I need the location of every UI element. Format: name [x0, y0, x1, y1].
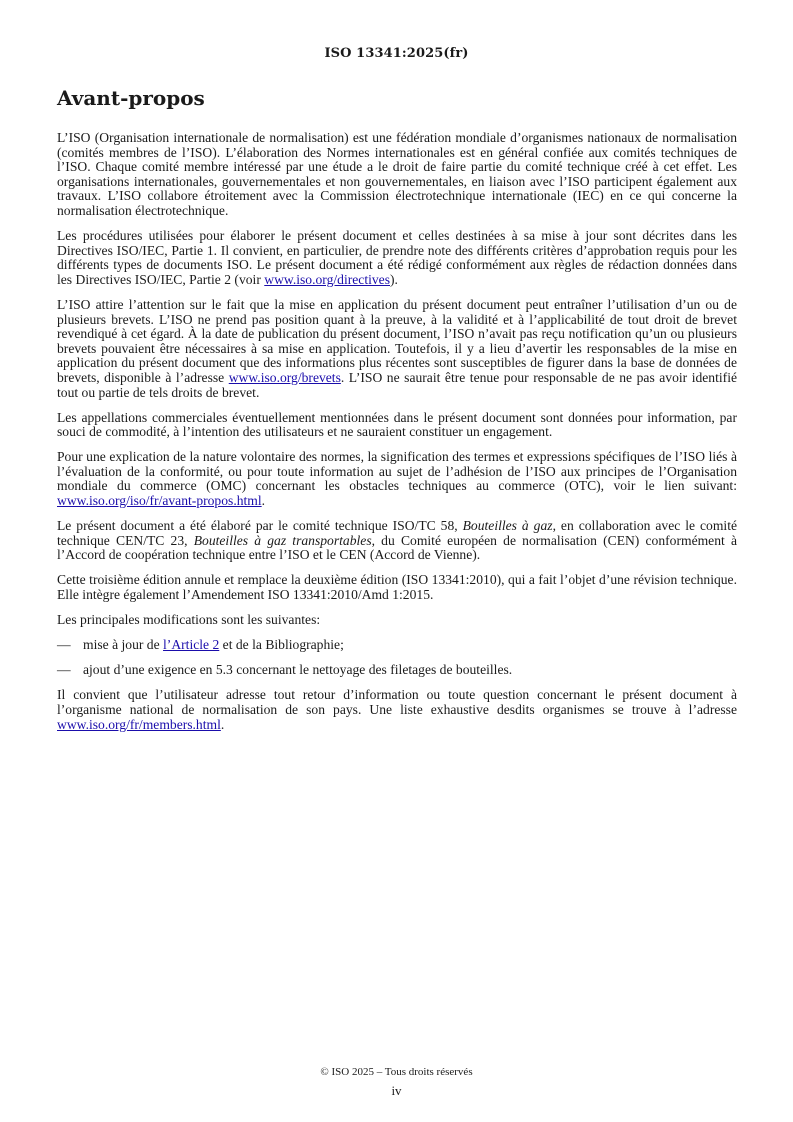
document-header: ISO 13341:2025(fr) — [324, 46, 469, 61]
foreword-link[interactable]: www.iso.org/iso/fr/avant-propos.html — [57, 493, 262, 509]
patents-link[interactable]: www.iso.org/brevets — [228, 369, 341, 385]
paragraph-text: , du Comité européen de normalisation (CEN) conformément à l’Accord de coopération technique entre l’ISO et le CEN (Accord de Vienne). — [57, 532, 737, 563]
list-item-text: ajout d’une exigence en 5.3 concernant le nettoyage des filetages de bouteilles. — [83, 662, 513, 678]
footer-copyright: © ISO 2025 – Tous droits réservés — [320, 1066, 473, 1078]
list-item-text-part: et de la Bibliographie; — [219, 637, 344, 653]
paragraph-committee — [57, 519, 737, 563]
article-2-link[interactable]: l’Article 2 — [163, 637, 220, 653]
directives-link[interactable]: www.iso.org/directives — [264, 271, 390, 287]
paragraph-edition: Cette troisième édition annule et remplace la deuxième édition (ISO 13341:2010), qui a fait l’objet d’une révision technique. Elle intègre également l’Amendement ISO 13341:2010/Amd 1:2015. — [57, 572, 737, 603]
paragraph-trade-names: Les appellations commerciales éventuellement mentionnées dans le présent document sont données pour information, par souci de commodité, à l’intention des utilisateurs et ne sauraient constituer un engagement. — [57, 409, 737, 440]
committee-title: Bouteilles à gaz — [462, 518, 553, 534]
list-item — [57, 663, 737, 678]
paragraph-text: Il convient que l’utilisateur adresse tout retour d’information ou toute question concernant le présent document à l’organisme national de normalisation de son pays. Une liste exhaustive desdits organismes se trouve à l’adresse — [57, 687, 737, 717]
paragraph-text: . — [220, 716, 225, 732]
paragraph-text: ). — [390, 271, 398, 287]
list-item-text-part: mise à jour de — [83, 637, 164, 653]
page-title: Avant-propos — [57, 86, 205, 110]
dash-bullet: — — [57, 662, 71, 678]
paragraph-patents — [57, 298, 737, 400]
page-content — [57, 86, 737, 743]
dash-bullet: — — [57, 637, 71, 653]
paragraph-text: L’ISO attire l’attention sur le fait que la mise en application du présent document peut entraîner l’utilisation d’un ou de plusieurs brevets. L’ISO ne prend pas position quant à la preuve, à la validité et à l’applicabilité de tout droit de brevet revendiqué à cet égard. À la date de publication du présent document, l’ISO n’avait pas reçu notification qu’un ou plusieurs brevets pouvaient être nécessaires à sa mise en application. Toutefois, il y a lieu d’avertir les responsables de la mise en application du présent document que des informations plus récentes sont susceptibles de figurer dans la base de données de brevets, disponible à l’adresse — [57, 296, 737, 385]
paragraph-changes-intro: Les principales modifications sont les suivantes: — [57, 612, 321, 628]
paragraph-iso-intro: L’ISO (Organisation internationale de normalisation) est une fédération mondiale d’organismes nationaux de normalisation (comités membres de l’ISO). L’élaboration des Normes internationales est en général confiée aux comités techniques de l’ISO. Chaque comité membre intéressé par une étude a le droit de faire partie du comité technique créé à cet effet. Les organisations internationales, gouvernementales et non gouvernementales, en liaison avec l’ISO participent également aux travaux. L’ISO collabore étroitement avec la Commission électrotechnique internationale (IEC) en ce qui concerne la normalisation électrotechnique. — [57, 130, 737, 218]
members-link[interactable]: www.iso.org/fr/members.html — [57, 716, 221, 732]
paragraph-voluntary-nature — [57, 450, 737, 508]
paragraph-text: Le présent document a été élaboré par le comité technique ISO/TC 58, — [57, 518, 463, 534]
cen-committee-title: Bouteilles à gaz transportables — [193, 532, 372, 548]
paragraph-text: . — [261, 493, 266, 509]
list-item-text — [83, 638, 344, 653]
paragraph-feedback — [57, 688, 737, 732]
paragraph-procedures — [57, 229, 737, 287]
list-item — [57, 638, 737, 653]
paragraph-text: . L’ISO ne saurait être tenue pour responsable de ne pas avoir identifié tout ou partie de tels droits de brevet. — [57, 369, 737, 400]
page-number: iv — [391, 1083, 402, 1098]
paragraph-text: , en collaboration avec le comité technique CEN/TC 23, — [57, 518, 738, 548]
paragraph-text: Les procédures utilisées pour élaborer le présent document et celles destinées à sa mise à jour sont décrites dans les Directives ISO/IEC, Partie 1. Il convient, en particulier, de prendre note des différents critères d’approbation requis pour les différents types de documents ISO. Le présent document a été rédigé conformément aux règles de rédaction données dans les Directives ISO/IEC, Partie 2 (voir — [57, 228, 737, 287]
paragraph-text: Pour une explication de la nature volontaire des normes, la signification des termes et expressions spécifiques de l’ISO liés à l’évaluation de la conformité, ou pour toute information au sujet de l’adhésion de l’ISO aux principes de l’Organisation mondiale du commerce (OMC) concernant les obstacles techniques au commerce (OTC), voir le lien suivant: — [57, 449, 737, 494]
